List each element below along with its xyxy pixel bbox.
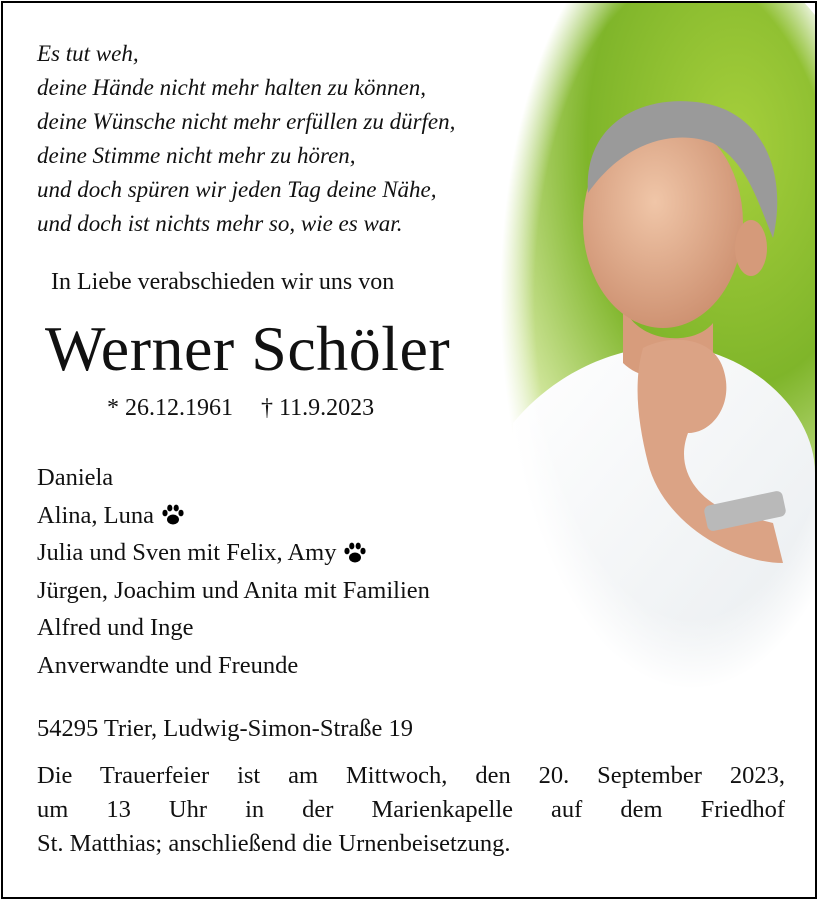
mourner-row (37, 647, 430, 685)
mourner-name: Alfred und Inge (37, 614, 194, 641)
intro-line: In Liebe verabschieden wir uns von (51, 269, 395, 295)
portrait-photo (473, 3, 815, 703)
mourner-name: Julia und Sven mit Felix, Amy (37, 539, 337, 566)
mourner-row (37, 459, 430, 497)
poem-line: und doch ist nichts mehr so, wie es war. (37, 211, 403, 236)
mourners-list (37, 459, 430, 684)
birth-date: * 26.12.1961 (107, 395, 233, 421)
poem-line: deine Stimme nicht mehr zu hören, (37, 143, 356, 168)
poem-line: deine Hände nicht mehr halten zu können, (37, 75, 426, 100)
life-dates (107, 395, 374, 422)
ceremony-line: Die Trauerfeier ist am Mittwoch, den 20. September 2023, (37, 762, 785, 789)
poem-line: Es tut weh, (37, 41, 139, 66)
poem-line: deine Wünsche nicht mehr erfüllen zu dürfen, (37, 109, 456, 134)
mourner-row (37, 534, 430, 572)
ceremony-line: um 13 Uhr in der Marienkapelle auf dem Friedhof (37, 796, 785, 823)
deceased-name: Werner Schöler (45, 313, 451, 384)
mourner-name: Jürgen, Joachim und Anita mit Familien (37, 576, 430, 604)
ceremony-info (37, 759, 785, 861)
mourner-name: Alina, Luna (37, 501, 155, 529)
paw-icon (342, 540, 368, 566)
mourner-name: Anverwandte und Freunde (37, 651, 299, 679)
poem (37, 37, 455, 241)
mourner-row (37, 497, 430, 535)
ceremony-line: St. Matthias; anschließend die Urnenbeisetzung. (37, 830, 511, 857)
paw-icon (160, 502, 186, 528)
death-date: † 11.9.2023 (261, 395, 375, 421)
address: 54295 Trier, Ludwig-Simon-Straße 19 (37, 715, 414, 742)
mourner-name: Daniela (37, 464, 114, 491)
obituary-notice (1, 1, 817, 899)
poem-line: und doch spüren wir jeden Tag deine Nähe, (37, 177, 437, 202)
mourner-row (37, 572, 430, 610)
mourner-row (37, 609, 430, 647)
